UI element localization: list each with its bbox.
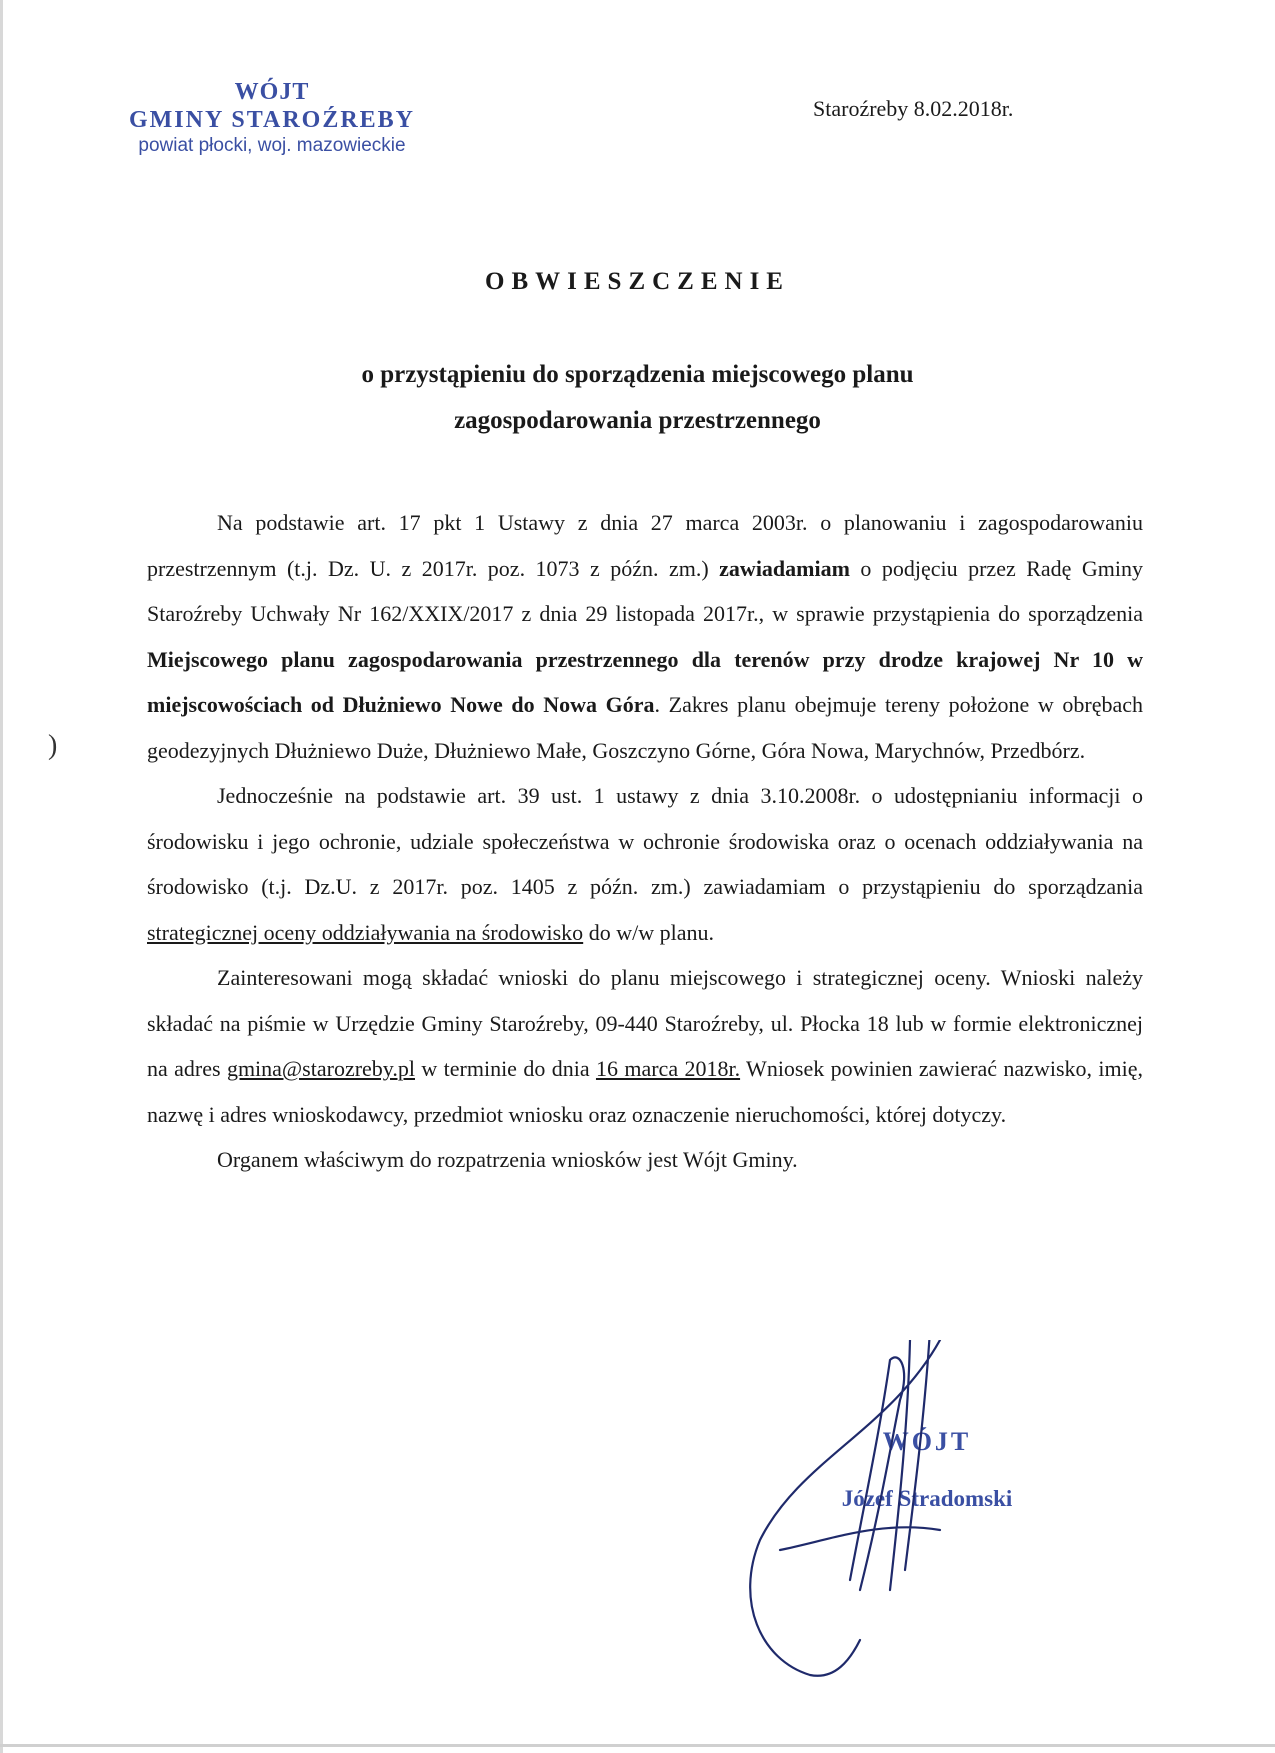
handwritten-signature (740, 1340, 1000, 1690)
text: Na podstawie art. 17 pkt 1 Ustawy z dnia 27 marca 2003r. o planowaniu i zagospodarowaniu przestrzennym (t.j. Dz. U. z 2017r. poz. 1073 z późn. zm.) (147, 510, 1143, 581)
text: . Zakres planu obejmuje tereny położone w obrębach geodezyjnych Dłużniewo Duże, Dłużniewo Małe, Goszczyno Górne, Góra Nowa, Marychnów, Przedbórz. (147, 692, 1143, 763)
text: Jednocześnie na podstawie art. 39 ust. 1 ustawy z dnia 3.10.2008r. o udostępnianiu informacji o środowisku i jego ochronie, udziale społeczeństwa w ochronie środowiska oraz o ocenach oddziaływania na środowisko (t.j. Dz.U. z 2017r. poz. 1405 z późn. zm.) zawiadamiam o przystąpieniu do sporządzania (147, 783, 1143, 899)
office-stamp (92, 78, 452, 158)
closing-line: Organem właściwym do rozpatrzenia wniosków jest Wójt Gminy. (217, 1147, 798, 1172)
text: do w/w planu. (583, 919, 714, 945)
bold-notify: zawiadamiam (719, 555, 850, 581)
scan-edge-bottom (0, 1744, 1275, 1747)
document-subtitle (0, 352, 1275, 444)
text: o podjęciu przez Radę Gminy Staroźreby Uchwały Nr 162/XXIX/2017 z dnia 29 listopada 2017r., w sprawie przystąpienia do sporządzenia (147, 555, 1143, 626)
bold-plan-name: Miejscowego planu zagospodarowania przestrzennego dla terenów przy drodze krajowej Nr 10 w miejscowościach od Dłużniewo Nowe do Nowa Góra (147, 646, 1143, 717)
stamp-municipality: GMINY STAROŹREBY (128, 107, 416, 133)
stamp-title: WÓJT (234, 79, 310, 105)
text: Wniosek powinien zawierać nazwisko, imię, nazwę i adres wnioskodawcy, przedmiot wniosku oraz oznaczenie nieruchomości, której dotyczy. (147, 1056, 1143, 1127)
paragraph-environment (147, 773, 1143, 955)
margin-mark: ) (48, 730, 58, 761)
signature-role: WÓJT (882, 1427, 972, 1456)
deadline-date: 16 marca 2018r. (595, 1056, 741, 1081)
stamp-region: powiat płocki, woj. mazowieckie (138, 135, 406, 156)
paragraph-legal-basis (147, 500, 1143, 773)
scan-edge-left (0, 0, 3, 1753)
text: w terminie do dnia (415, 1056, 596, 1081)
paragraph-applications (147, 955, 1143, 1137)
document-body (147, 500, 1143, 1183)
place-date: Staroźreby 8.02.2018r. (813, 96, 1014, 121)
text: Zainteresowani mogą składać wnioski do planu miejscowego i strategicznej oceny. Wnioski należy składać na piśmie w Urzędzie Gminy Staroźreby, 09-440 Staroźreby, ul. Płocka 18 lub w formie elektronicznej na adres (147, 965, 1143, 1081)
subtitle-line-1: o przystąpieniu do sporządzenia miejscowego planu (361, 361, 914, 388)
subtitle-line-2: zagospodarowania przestrzennego (454, 407, 821, 434)
document-title: OBWIESZCZENIE (485, 268, 790, 295)
signature-name: Józef Stradomski (841, 1486, 1013, 1511)
email-link[interactable]: gmina@starozreby.pl (226, 1056, 415, 1081)
underlined-assessment: strategicznej oceny oddziaływania na środowisko (147, 919, 584, 945)
